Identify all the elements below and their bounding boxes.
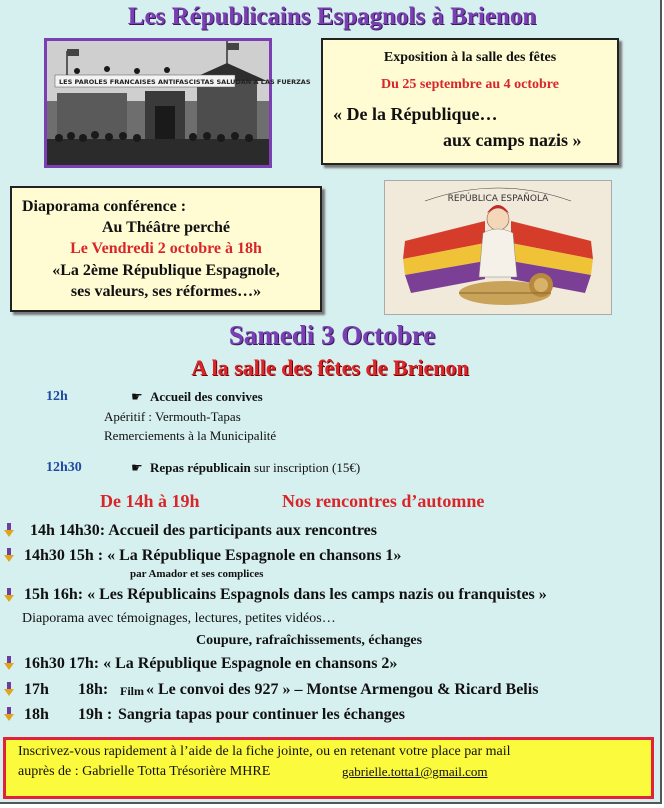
pointing-hand-icon: ☛ — [131, 389, 143, 404]
diaporama-date: Le Vendredi 2 octobre à 18h — [70, 240, 262, 257]
down-arrow-icon — [4, 548, 14, 562]
repas-line — [150, 460, 360, 476]
page-title: Les Républicains Espagnols à Brienon — [127, 3, 537, 30]
program-text: « Le convoi des 927 » – Montse Armengou & Ricard Belis — [146, 681, 539, 698]
footer-line2: auprès de : Gabrielle Totta Trésorière MHRE — [18, 764, 271, 779]
program-text: « La République Espagnole en chansons 1» — [103, 547, 402, 564]
down-arrow-icon — [4, 656, 14, 670]
poster-title: REPÚBLICA ESPAÑOLA — [447, 194, 549, 204]
program-time-end: 18h: — [78, 681, 109, 698]
saturday-venue: A la salle des fêtes de Brienon — [191, 355, 469, 380]
accueil-convives: Accueil des convives — [150, 389, 263, 404]
diaporama-quote-line1: «La 2ème République Espagnole, — [52, 262, 280, 279]
pointing-hand-icon: ☛ — [131, 460, 143, 475]
saturday-heading: Samedi 3 Octobre — [228, 320, 436, 350]
diaporama-title: Diaporama conférence : — [22, 198, 187, 215]
program-item — [24, 586, 547, 604]
exposition-box — [321, 38, 619, 165]
camp-gate-photo — [44, 38, 311, 168]
down-arrow-icon — [4, 523, 14, 537]
down-arrow-icon — [4, 707, 14, 721]
coupure-note: Coupure, rafraîchissements, échanges — [196, 633, 423, 648]
expo-title: Exposition à la salle des fêtes — [383, 50, 557, 65]
program-item — [24, 547, 401, 565]
diaporama-venue: Au Théâtre perché — [102, 219, 230, 236]
contact-email-link[interactable]: gabrielle.totta1@gmail.com — [342, 764, 488, 779]
afternoon-hours: De 14h à 19h — [100, 491, 200, 511]
footer-line1: Inscrivez-vous rapidement à l’aide de la fiche jointe, ou en retenant votre place par mail — [18, 744, 511, 759]
program-text: Sangria tapas pour continuer les échanges — [118, 706, 405, 723]
camp-gate-illustration — [47, 41, 311, 165]
registration-footer — [3, 737, 654, 799]
program-time-end: 19h : — [78, 706, 113, 723]
diaporama-quote-line2: ses valeurs, ses réformes…» — [70, 283, 262, 300]
down-arrow-icon — [4, 588, 14, 602]
program-item — [30, 522, 377, 540]
repas-detail: sur inscription (15€) — [250, 460, 361, 475]
remerciements-line: Remerciements à la Municipalité — [104, 428, 277, 443]
program-text: Accueil des participants aux rencontres — [105, 522, 377, 539]
expo-dates: Du 25 septembre au 4 octobre — [381, 77, 559, 92]
program-time: 18h — [24, 706, 49, 723]
program-time: 17h — [24, 681, 49, 698]
diaporama-box — [10, 186, 322, 312]
repas-label: Repas républicain — [150, 460, 251, 475]
photo-banner-text: LES PAROLES FRANCAISES ANTIFASCISTAS SALUDAN A LAS FUERZAS — [59, 78, 311, 86]
aperitif-line: Apéritif : Vermouth-Tapas — [104, 409, 241, 424]
republica-poster — [384, 180, 612, 315]
time-12h30: 12h30 — [46, 460, 82, 475]
amador-note: par Amador et ses complices — [130, 568, 264, 580]
afternoon-label: Nos rencontres d’automne — [282, 491, 485, 511]
program-time: 14h30 15h : — [24, 547, 104, 564]
program-time: 15h 16h: — [24, 586, 84, 603]
film-label: Film — [120, 684, 144, 698]
program-item — [24, 655, 397, 673]
time-12h: 12h — [46, 389, 68, 404]
republica-poster-illustration — [385, 181, 611, 314]
down-arrow-icon — [4, 682, 14, 696]
program-time: 14h 14h30: — [30, 522, 106, 539]
program-time: 16h30 17h: — [24, 655, 100, 672]
program-text: « Les Républicains Espagnols dans les camps nazis ou franquistes » — [83, 586, 547, 603]
expo-quote-line1: « De la République… — [333, 104, 498, 124]
program-text: « La République Espagnole en chansons 2» — [99, 655, 398, 672]
expo-quote-line2: aux camps nazis » — [443, 130, 582, 150]
diaporama-note: Diaporama avec témoignages, lectures, petites vidéos… — [22, 611, 336, 626]
